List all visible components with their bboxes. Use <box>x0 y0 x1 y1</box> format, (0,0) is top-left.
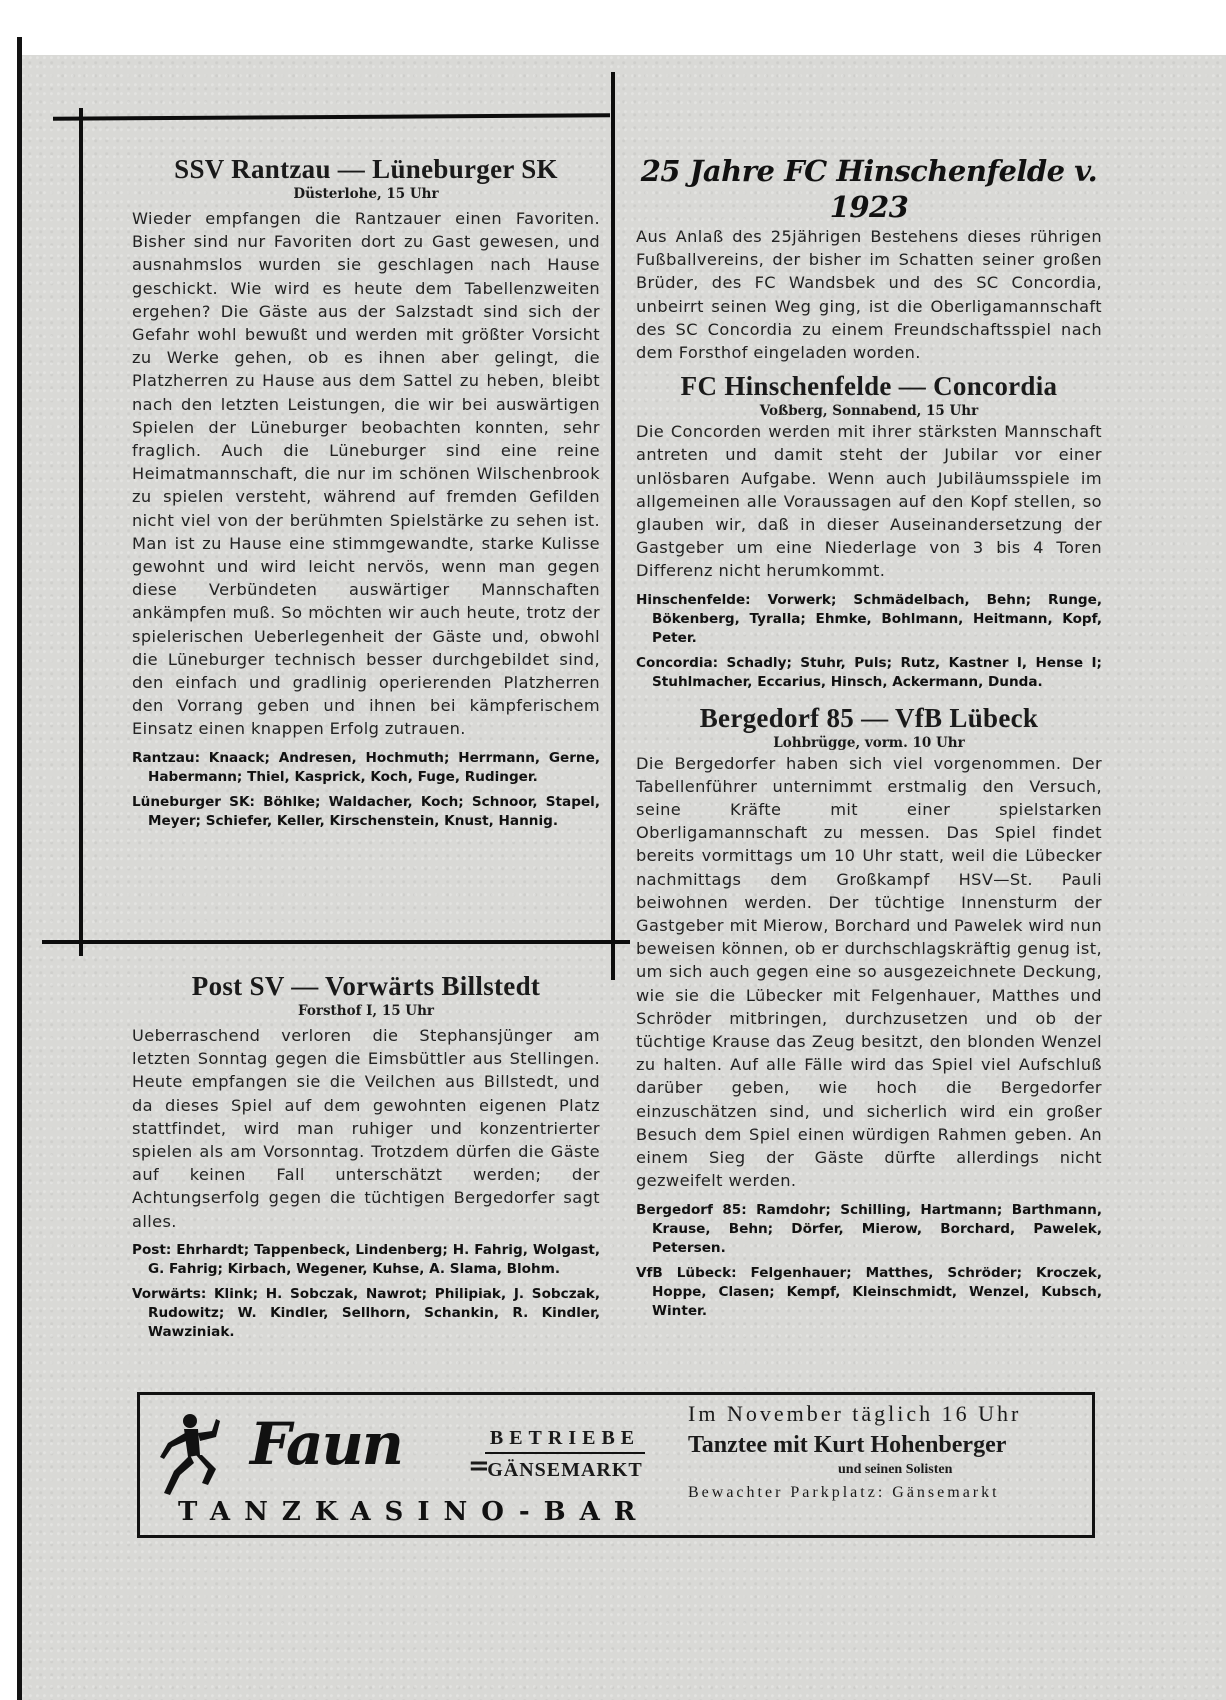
anniversary-body: Aus Anlaß des 25jährigen Bestehens dieses rührigen Fußballvereins, der bisher im Schatten seiner großen Brüder, des FC Wandsbek und des SC Concordia, unbeirrt seinen Weg ging, ist die Oberligamannschaft des SC Concordia zu einem Freundschaftsspiel nach dem Forsthof eingeladen worden. <box>636 227 1102 363</box>
article-venue: Voßberg, Sonnabend, 15 Uhr <box>759 403 979 420</box>
lineup-away: Vorwärts: Klink; H. Sobczak, Nawrot; Philipiak, J. Sobczak, Rudowitz; W. Kindler, Sellhorn, Schankin, R. Kindler, Wawziniak. <box>132 1285 600 1340</box>
lineup-away: VfB Lübeck: Felgenhauer; Matthes, Schröder; Kroczek, Hoppe, Clasen; Kempf, Kleinschmidt, Wenzel, Kubsch, Winter. <box>636 1264 1102 1319</box>
article-rantzau <box>132 153 600 831</box>
article-title: Post SV — Vorwärts Billstedt <box>191 971 541 1001</box>
article-body: Die Bergedorfer haben sich viel vorgenommen. Der Tabellenführer unternimmt erstmalig den Versuch, seine Kräfte mit einer spielstarken Oberligamannschaft zu messen. Das Spiel findet bereits vormittags um 10 Uhr statt, weil die Lübecker nachmittags dem Großkampf HSV—St. Pauli beiwohnen werden. Der tüchtige Innensturm der Gastgeber mit Mierow, Borchard und Pawelek wird nun beweisen können, ob er durchschlagskräftig genug ist, um sich auch gegen eine so ausgezeichnete Deckung, wie sie die Lübecker mit Felgenhauer, Matthes und Schröder mitbringen, durchzusetzen und ob der tüchtige Krause das Zeug besitzt, den blonden Wenzel zu halten. Auf alle Fälle wird das Spiel viel Aufschluß darüber geben, wie hoch die Bergedorfer einzuschätzen sind, und sicherlich wird ein großer Besuch dem Spiel einen würdigen Rahmen geben. An einem Sieg der Gäste dürfte allerdings nicht gezweifelt werden. <box>636 753 1102 1191</box>
advertisement-faun-betriebe <box>137 1392 1095 1538</box>
right-column <box>636 153 1102 1321</box>
lineup-home: Post: Ehrhardt; Tappenbeck, Lindenberg; H. Fahrig, Wolgast, G. Fahrig; Kirbach, Wegener, Kuhse, A. Slama, Blohm. <box>132 1241 600 1277</box>
article-title: FC Hinschenfelde — Concordia <box>680 371 1058 402</box>
ad-betriebe: BETRIEBE <box>485 1427 645 1454</box>
article-hinschenfelde <box>636 370 1102 691</box>
ad-event-title: Tanztee mit Kurt Hohenberger <box>688 1432 1007 1458</box>
ad-event-block <box>688 1399 1088 1533</box>
article-post-sv <box>132 970 600 1342</box>
ad-event-subtitle: und seinen Solisten <box>838 1462 953 1477</box>
lineup-away: Lüneburger SK: Böhlke; Waldacher, Koch; Schnoor, Stapel, Meyer; Schiefer, Keller, Kirschenstein, Knust, Hannig. <box>132 793 600 829</box>
ad-schedule: Im November täglich 16 Uhr <box>688 1401 1022 1426</box>
box-left-rule <box>79 108 83 956</box>
ad-location: GÄNSEMARKT <box>487 1459 643 1481</box>
ad-brand-name: Faun <box>250 1410 402 1478</box>
dancing-faun-icon <box>154 1411 224 1499</box>
box-bottom-rule <box>42 940 630 944</box>
lineup-home: Rantzau: Knaack; Andresen, Hochmuth; Herrmann, Gerne, Habermann; Thiel, Kasprick, Koch, Fuge, Rudinger. <box>132 749 600 785</box>
article-title: Bergedorf 85 — VfB Lübeck <box>699 702 1039 733</box>
article-body: Ueberraschend verloren die Stephansjünger am letzten Sonntag gegen die Eimsbüttler aus Stellingen. Heute empfangen sie die Veilchen aus Billstedt, und da dieses Spiel auf dem gewohnten eigenen Platz stattfindet, wird man ruhiger und konzentrierter spielen als am Vorsonntag. Trotzdem dürfen die Gäste auf keinen Fall unterschätzt werden; der Achtungserfolg gegen die tüchtigen Bergedorfer sagt alles. <box>132 1026 600 1231</box>
ad-brand-block <box>150 1403 680 1533</box>
column-divider-rule <box>611 72 615 980</box>
lineup-home: Hinschenfelde: Vorwerk; Schmädelbach, Behn; Runge, Bökenberg, Tyralla; Ehmke, Bohlmann, Heitmann, Kopf, Peter. <box>636 591 1102 646</box>
article-venue: Forsthof I, 15 Uhr <box>297 1003 435 1019</box>
ad-tagline: TANZKASINO-BAR <box>178 1497 650 1527</box>
article-bergedorf <box>636 702 1102 1321</box>
ad-parking: Bewachter Parkplatz: Gänsemarkt <box>688 1484 1000 1501</box>
lineup-home: Bergedorf 85: Ramdohr; Schilling, Hartmann; Barthmann, Krause, Behn; Dörfer, Mierow, Borchard, Pawelek, Petersen. <box>636 1201 1102 1256</box>
article-body: Wieder empfangen die Rantzauer einen Favoriten. Bisher sind nur Favoriten dort zu Gast gewesen, und ausnahmslos wurden sie geschlagen nach Hause geschickt. Wie wird es heute dem Tabellenzweiten ergehen? Die Gäste aus der Salzstadt sind sich der Gefahr wohl bewußt und werden mit größter Vorsicht zu Werke gehen, ob es ihnen aber gelingt, die Platzherren zu Hause aus dem Sattel zu heben, bleibt nach den letzten Leistungen, die wir bei auswärtigen Spielen der Lüneburger beobachten konnten, sehr fraglich. Auch die Lüneburger sind eine reine Heimatmannschaft, die nur im schönen Wilschenbrook zu spielen versteht, während auf fremden Gefilden nicht viel von der berühmten Spielstärke zu sehen ist. Man ist zu Hause eine stimmgewandte, starke Kulisse gewohnt und wird leicht nervös, wenn man gegen diese Verbündeten auswärtiger Mannschaften ankämpfen muß. So möchten wir auch heute, trotz der spielerischen Ueberlegenheit der Gäste und, obwohl die Lüneburger technisch besser durchgebildet sind, den einfach und gradlinig operierenden Platzherren den Vorrang geben und ihnen bei kämpferischem Einsatz einen knappen Erfolg zutrauen. <box>132 209 600 739</box>
article-title: SSV Rantzau — Lüneburger SK <box>174 154 558 184</box>
article-venue: Düsterlohe, 15 Uhr <box>293 186 439 202</box>
ad-brand-separator: = <box>468 1451 490 1481</box>
article-body: Die Concorden werden mit ihrer stärksten Mannschaft antreten und damit steht der Jubilar vor einer unlösbaren Aufgabe. Wenn auch Jubiläumsspiele im allgemeinen alle Voraussagen auf den Kopf stellen, so glauben wir, daß in dieser Auseinandersetzung der Gastgeber um eine Niederlage von 3 bis 4 Toren Differenz nicht herumkommt. <box>636 422 1102 581</box>
article-venue: Lohbrügge, vorm. 10 Uhr <box>773 734 965 751</box>
anniversary-heading: 25 Jahre FC Hinschenfelde v. 1923 <box>640 154 1098 224</box>
lineup-away: Concordia: Schadly; Stuhr, Puls; Rutz, Kastner I, Hense I; Stuhlmacher, Eccarius, Hinsch, Ackermann, Dunda. <box>636 654 1102 690</box>
